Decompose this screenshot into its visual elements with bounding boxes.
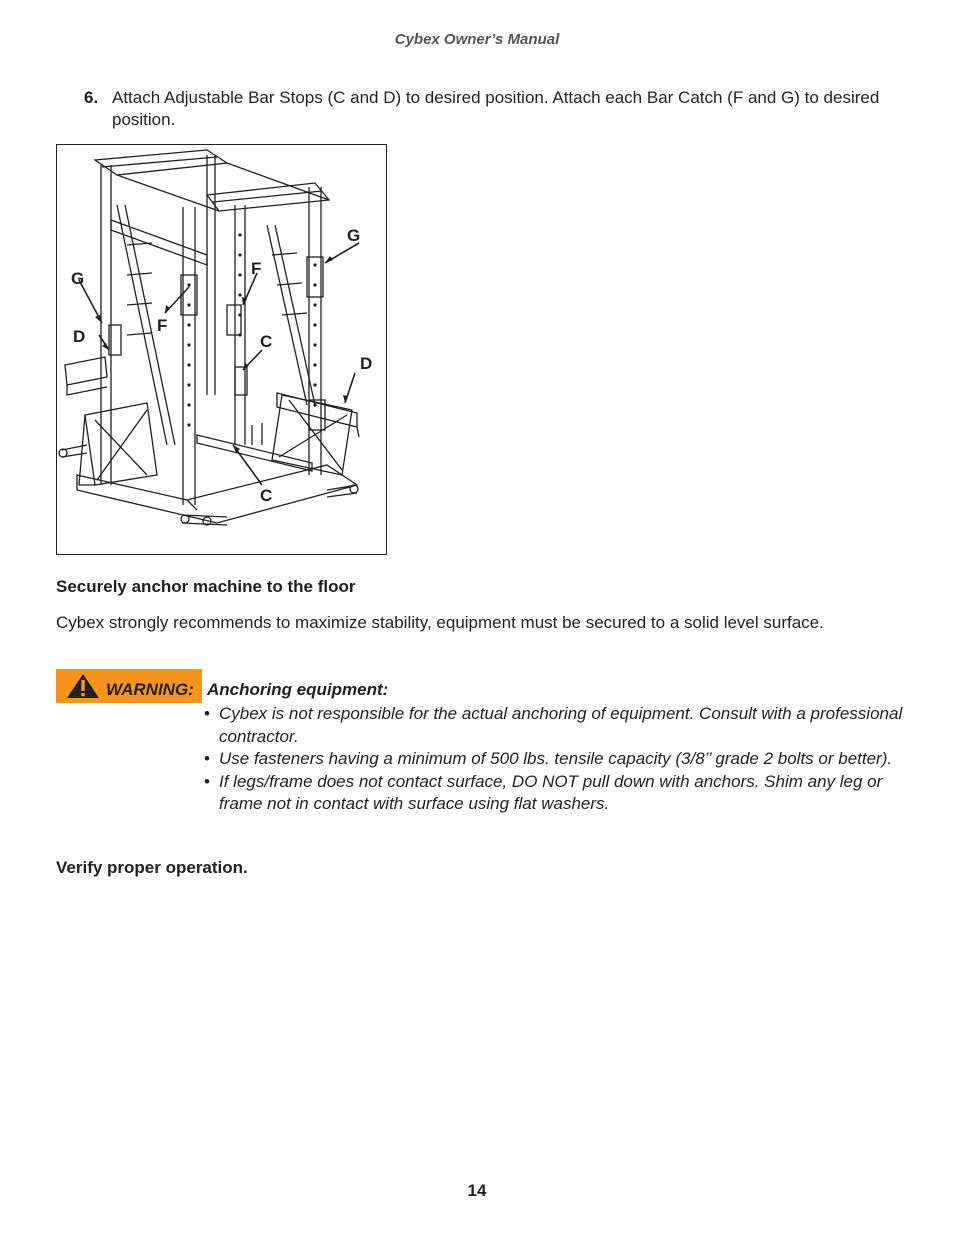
callout-d-left: D [73, 327, 86, 346]
bullet-icon: • [204, 704, 210, 723]
equipment-figure [56, 144, 387, 555]
warning-icon [66, 673, 100, 699]
warning-label: WARNING: [106, 680, 194, 699]
step-number: 6. [84, 88, 99, 107]
anchor-heading: Securely anchor machine to the floor [56, 577, 356, 596]
power-rack-illustration [57, 145, 386, 554]
callout-f-upper: F [251, 259, 262, 278]
list-item [204, 703, 904, 748]
bullet-icon: • [204, 771, 210, 791]
callout-c-upper: C [260, 332, 273, 351]
verify-heading: Verify proper operation. [56, 858, 248, 877]
warning-list [204, 703, 904, 816]
warning-item-text: If legs/frame does not contact surface, DO NOT pull down with anchors. Shim any leg or frame not in contact with surface using flat washers. [219, 771, 883, 813]
bullet-icon: • [204, 749, 210, 768]
list-item [204, 771, 904, 816]
callout-g-left: G [71, 269, 85, 288]
warning-title: Anchoring equipment: [207, 680, 389, 699]
warning-item-text: Use fasteners having a minimum of 500 lbs. tensile capacity (3/8’’ grade 2 bolts or better). [219, 749, 893, 768]
page-number: 14 [467, 1181, 487, 1200]
callout-f-lower: F [157, 316, 168, 335]
anchor-paragraph: Cybex strongly recommends to maximize stability, equipment must be secured to a solid level surface. [56, 613, 824, 632]
callout-g-right: G [347, 226, 361, 245]
step-6 [84, 87, 904, 131]
step-text: Attach Adjustable Bar Stops (C and D) to desired position. Attach each Bar Catch (F and G) to desired position. [112, 88, 880, 129]
warning-badge [56, 669, 202, 703]
list-item [204, 748, 904, 771]
callout-c-lower: C [260, 486, 273, 505]
callout-d-right: D [360, 354, 373, 373]
warning-item-text: Cybex is not responsible for the actual anchoring of equipment. Consult with a professional contractor. [219, 704, 903, 746]
manual-header: Cybex Owner’s Manual [394, 31, 560, 48]
